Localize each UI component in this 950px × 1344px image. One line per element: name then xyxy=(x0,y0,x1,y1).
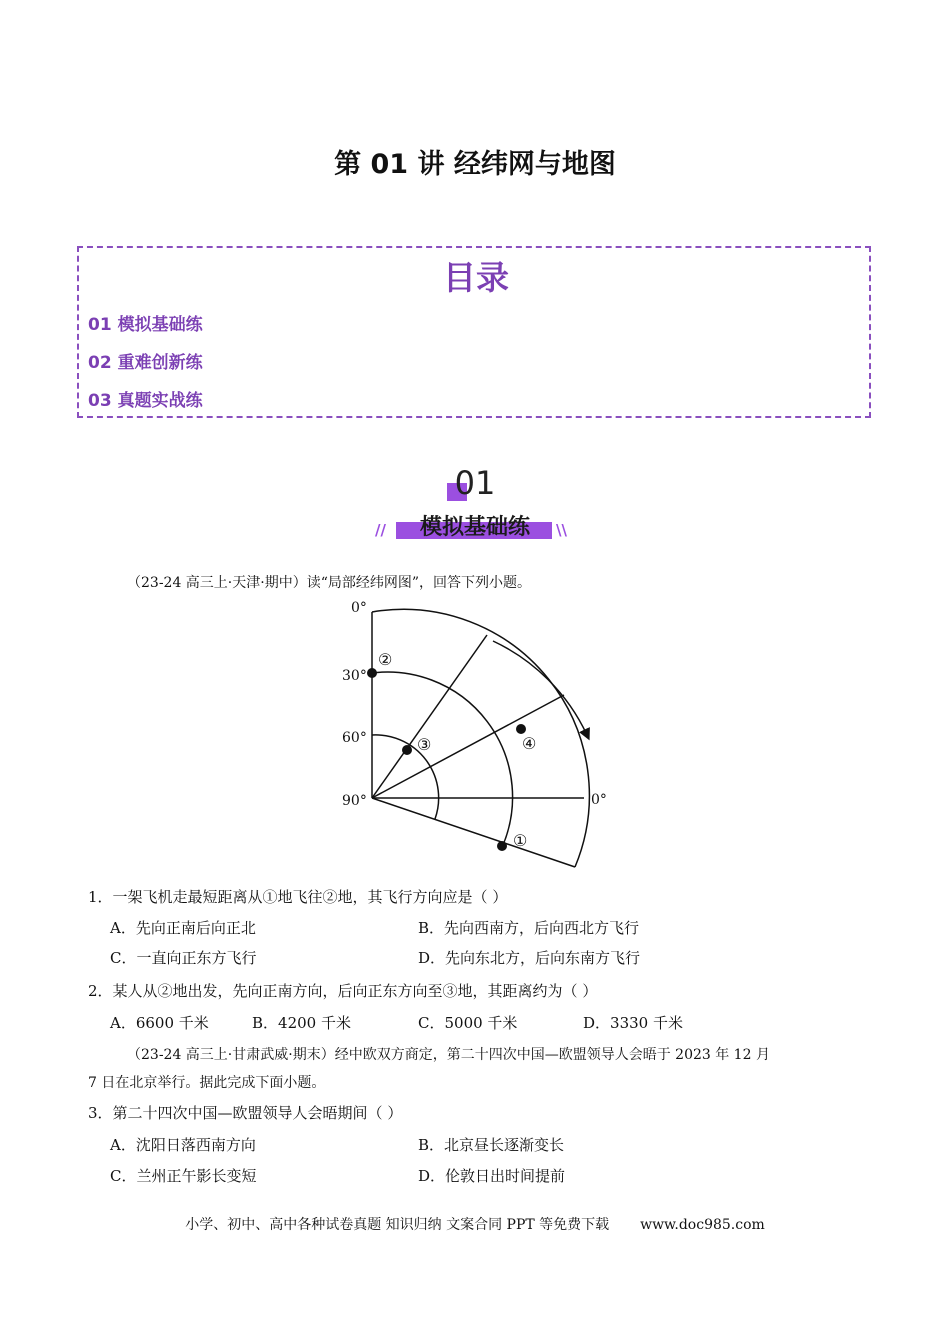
label-lon-0: 0° xyxy=(591,792,607,808)
question-1-option-b[interactable]: B．先向西南方，后向西北方飞行 xyxy=(418,919,640,937)
label-point-1: ① xyxy=(513,831,528,850)
question-2-option-c[interactable]: C．5000 千米 xyxy=(418,1014,518,1032)
section-left-deco: // xyxy=(375,521,386,539)
question-3-option-b[interactable]: B．北京昼长逐渐变长 xyxy=(418,1136,565,1154)
question-1-stem: 1．一架飞机走最短距离从①地飞往②地，其飞行方向应是（ ） xyxy=(88,888,508,906)
page-footer xyxy=(0,1214,950,1234)
toc-item-3[interactable]: 03 真题实战练 xyxy=(88,391,203,411)
meridian-line-3 xyxy=(372,798,575,867)
footer-text: 小学、初中、高中各种试卷真题 知识归纳 文案合同 PPT 等免费下载 xyxy=(185,1217,610,1233)
table-of-contents xyxy=(77,246,871,418)
question-3-option-d[interactable]: D．伦敦日出时间提前 xyxy=(418,1167,566,1185)
section-number: 01 xyxy=(454,464,496,502)
footer-url-link[interactable]: www.doc985.com xyxy=(640,1217,765,1233)
label-point-3: ③ xyxy=(417,735,432,754)
question-3-option-a[interactable]: A．沈阳日落西南方向 xyxy=(110,1136,256,1154)
question-1-option-d[interactable]: D．先向东北方，后向东南方飞行 xyxy=(418,949,641,967)
label-point-4: ④ xyxy=(522,734,537,753)
question-3-option-c[interactable]: C．兰州正午影长变短 xyxy=(110,1167,257,1185)
label-lat-90: 90° xyxy=(342,793,367,809)
point-1-marker xyxy=(497,841,507,851)
label-lat-30: 30° xyxy=(342,668,367,684)
question-1-option-a[interactable]: A．先向正南后向正北 xyxy=(110,919,256,937)
question-1-option-c[interactable]: C．一直向正东方飞行 xyxy=(110,949,257,967)
question-3-stem: 3．第二十四次中国—欧盟领导人会晤期间（ ） xyxy=(88,1104,403,1122)
group2-intro-line1: （23-24 高三上·甘肃武威·期末）经中欧双方商定，第二十四次中国—欧盟领导人会晤于 2023 年 12 月 xyxy=(127,1047,770,1063)
question-2-option-b[interactable]: B．4200 千米 xyxy=(252,1014,351,1032)
point-3-marker xyxy=(402,745,412,755)
point-4-marker xyxy=(516,724,526,734)
graticule-figure xyxy=(330,595,620,875)
toc-item-1[interactable]: 01 模拟基础练 xyxy=(88,315,203,335)
latitude-0-arc xyxy=(372,609,589,867)
label-lat-0: 0° xyxy=(351,600,367,616)
group1-intro: （23-24 高三上·天津·期中）读“局部经纬网图”，回答下列小题。 xyxy=(127,575,532,591)
section-right-deco: \\ xyxy=(556,521,567,539)
question-2-stem: 2．某人从②地出发，先向正南方向，后向正东方向至③地，其距离约为（ ） xyxy=(88,982,598,1000)
section-title: 模拟基础练 xyxy=(419,515,530,540)
question-2-option-d[interactable]: D．3330 千米 xyxy=(583,1014,683,1032)
group2-intro-line2: 7 日在北京举行。据此完成下面小题。 xyxy=(88,1075,326,1091)
page-title: 第 01 讲 经纬网与地图 xyxy=(334,149,616,180)
point-2-marker xyxy=(367,668,377,678)
question-2-option-a[interactable]: A．6600 千米 xyxy=(110,1014,209,1032)
label-point-2: ② xyxy=(378,650,393,669)
toc-item-2[interactable]: 02 重难创新练 xyxy=(88,353,203,373)
toc-heading: 目录 xyxy=(443,258,509,297)
rotation-arrow xyxy=(493,641,587,735)
label-lat-60: 60° xyxy=(342,730,367,746)
